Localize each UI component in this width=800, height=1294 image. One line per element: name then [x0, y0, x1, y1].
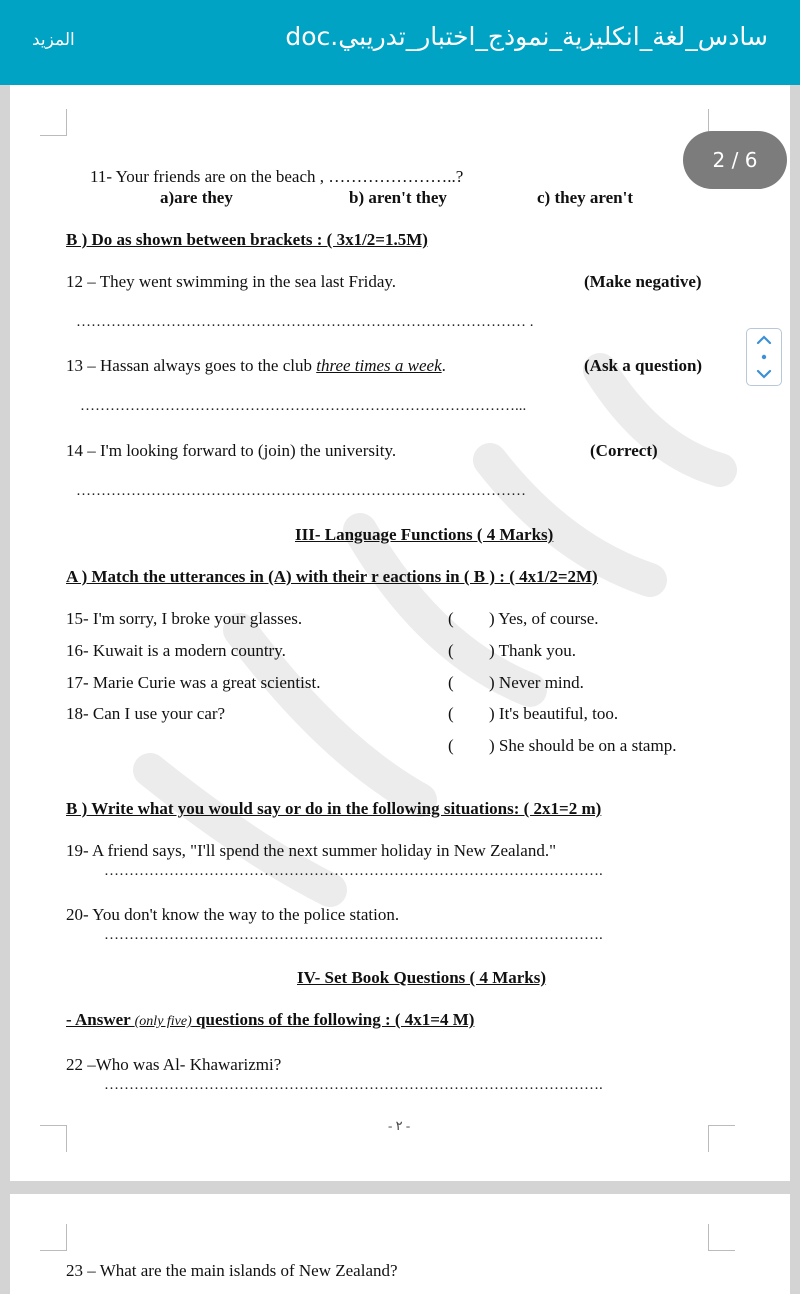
question-11: 11- Your friends are on the beach , …………………..?	[90, 167, 464, 186]
question-22: 22 –Who was Al- Khawarizmi?	[66, 1055, 282, 1074]
match-reaction: ) Never mind.	[489, 673, 584, 692]
q20-answer-line: ……………………………………………………………………………………….	[104, 927, 603, 943]
match-reaction: ) It's beautiful, too.	[489, 704, 619, 723]
q11-option-a: a)are they	[160, 188, 233, 207]
section-heading-situations: B ) Write what you would say or do in the following situations: ( 2x1=2 m)	[66, 799, 602, 818]
crop-mark	[708, 1125, 735, 1152]
match-item-15: 15- I'm sorry, I broke your glasses.	[66, 609, 303, 628]
question-20: 20- You don't know the way to the police station.	[66, 905, 400, 924]
crop-mark	[40, 109, 67, 136]
match-paren: (	[448, 704, 454, 723]
match-reaction: ) Yes, of course.	[489, 609, 599, 628]
question-13	[66, 356, 446, 376]
scroll-arrows-icon[interactable]	[747, 329, 781, 385]
answer-instruction	[66, 1010, 474, 1030]
section-heading-language-functions: III- Language Functions ( 4 Marks)	[295, 525, 554, 544]
q13-instruction: (Ask a question)	[584, 356, 703, 375]
section-heading-set-book: IV- Set Book Questions ( 4 Marks)	[297, 968, 547, 987]
scroll-navigator[interactable]	[746, 328, 782, 386]
document-title: سادس_لغة_انكليزية_نموذج_اختبار_تدريبي.doc	[285, 22, 768, 51]
question-14: 14 – I'm looking forward to (join) the university.	[66, 441, 397, 460]
q14-instruction: (Correct)	[590, 441, 658, 460]
q12-answer-line: ……………………………………………………………………………… .	[76, 314, 534, 330]
q13-answer-line: ……………………………………………………………………………...	[80, 398, 527, 414]
page-indicator-badge: 2 / 6	[683, 131, 787, 189]
answer-instruction-prefix: - Answer	[66, 1010, 135, 1029]
section-heading-match: A ) Match the utterances in (A) with their r eactions in ( B ) : ( 4x1/2=2M)	[66, 567, 598, 586]
match-item-16: 16- Kuwait is a modern country.	[66, 641, 286, 660]
q11-option-b: b) aren't they	[349, 188, 447, 207]
q19-answer-line: ……………………………………………………………………………………….	[104, 863, 603, 879]
question-19: 19- A friend says, "I'll spend the next summer holiday in New Zealand."	[66, 841, 557, 860]
match-reaction: ) She should be on a stamp.	[489, 736, 677, 755]
crop-mark	[40, 1224, 67, 1251]
q13-suffix: .	[441, 356, 446, 375]
page-number: - ٢ -	[388, 1118, 411, 1133]
match-paren: (	[448, 673, 454, 692]
q11-option-c: c) they aren't	[537, 188, 633, 207]
match-item-18: 18- Can I use your car?	[66, 704, 226, 723]
question-12: 12 – They went swimming in the sea last Friday.	[66, 272, 397, 291]
app-bar	[0, 0, 800, 85]
match-item-17: 17- Marie Curie was a great scientist.	[66, 673, 321, 692]
q12-instruction: (Make negative)	[584, 272, 702, 291]
crop-mark	[40, 1125, 67, 1152]
q13-prefix: 13 – Hassan always goes to the club	[66, 356, 317, 375]
crop-mark	[708, 1224, 735, 1251]
more-button[interactable]: المزيد	[32, 30, 75, 50]
section-heading-do-as-shown: B ) Do as shown between brackets : ( 3x1/2=1.5M)	[66, 230, 428, 249]
match-paren: (	[448, 641, 454, 660]
match-paren: (	[448, 736, 454, 755]
question-23: 23 – What are the main islands of New Zealand?	[66, 1261, 398, 1280]
q13-emphasis: three times a week	[316, 356, 442, 375]
q14-answer-line: ………………………………………………………………………………	[76, 483, 526, 499]
match-paren: (	[448, 609, 454, 628]
match-reaction: ) Thank you.	[489, 641, 577, 660]
q22-answer-line: ……………………………………………………………………………………….	[104, 1077, 603, 1093]
answer-instruction-suffix: questions of the following : ( 4x1=4 M)	[191, 1010, 475, 1029]
answer-instruction-note: (only five)	[134, 1014, 192, 1029]
